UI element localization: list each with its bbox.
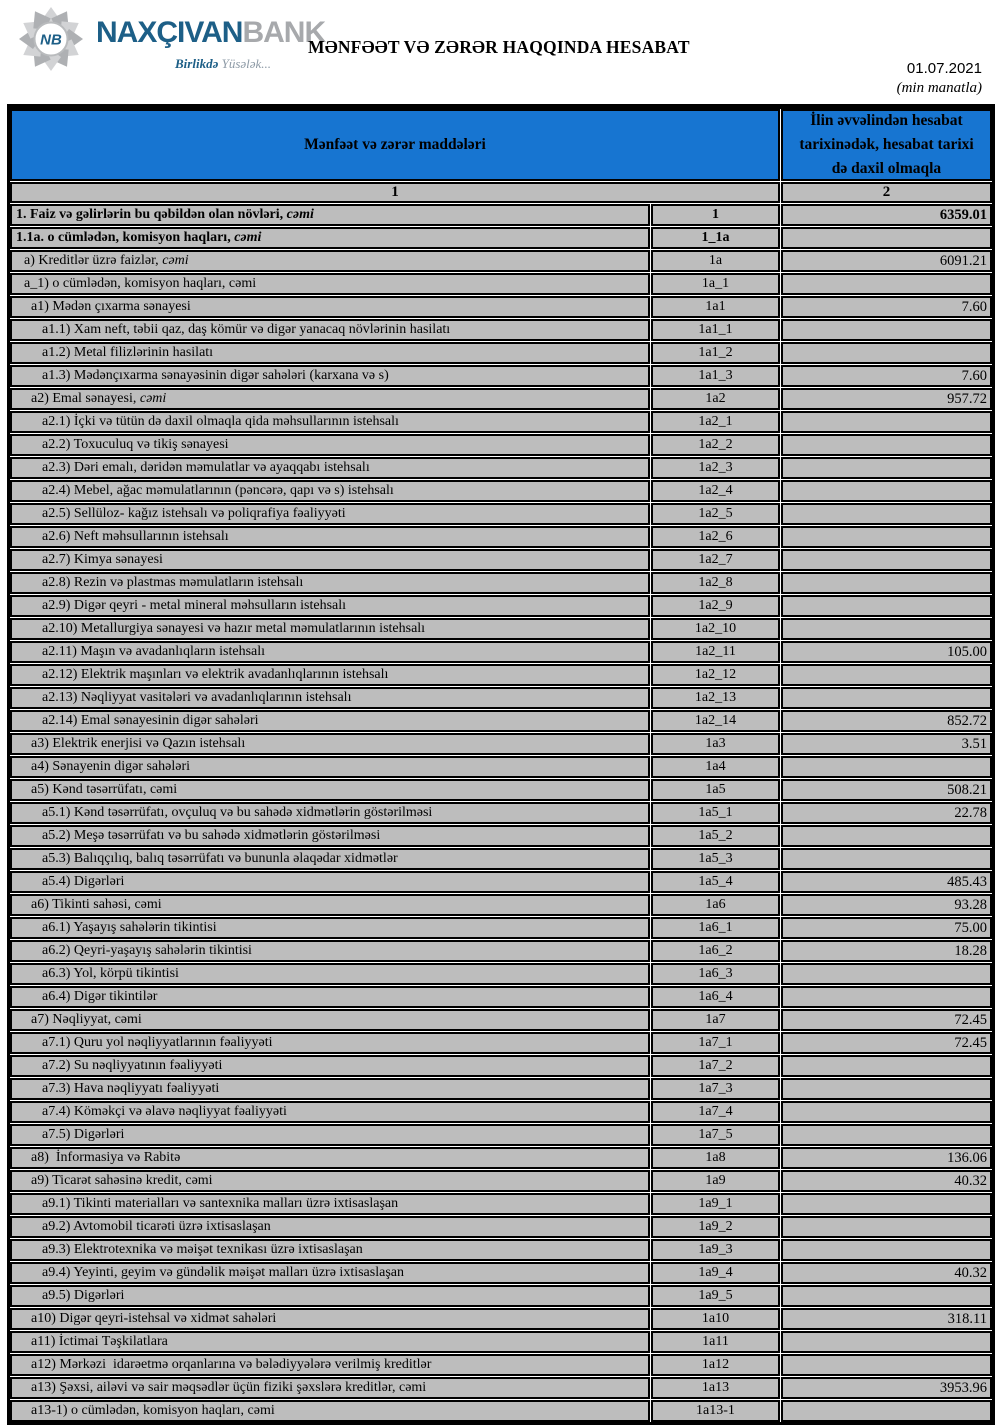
row-code-cell: 1a2_4	[651, 480, 780, 502]
row-code-cell: 1a9	[651, 1170, 780, 1192]
index-row-left: 1	[10, 182, 780, 203]
row-label: a7.2) Su nəqliyyatının fəaliyyəti	[42, 1058, 223, 1073]
row-code-cell: 1a5_1	[651, 802, 780, 824]
row-label: a2.3) Dəri emalı, dəridən məmulatlar və ayaqqabı istehsalı	[42, 460, 370, 475]
row-label-cell	[10, 1377, 650, 1399]
row-code-cell: 1a2_14	[651, 710, 780, 732]
row-label-cell	[10, 687, 650, 709]
row-value-cell	[781, 1239, 992, 1261]
row-code-cell: 1a9_5	[651, 1285, 780, 1307]
row-label-cell	[10, 595, 650, 617]
tagline-secondary: Yüsələk...	[221, 56, 272, 71]
row-label-cell	[10, 779, 650, 801]
row-code-cell: 1a5	[651, 779, 780, 801]
row-label: a6.2) Qeyri-yaşayış sahələrin tikintisi	[42, 943, 252, 958]
row-label-cell	[10, 963, 650, 985]
row-label-cell	[10, 618, 650, 640]
row-label-cell	[10, 1331, 650, 1353]
row-value-cell	[781, 1193, 992, 1215]
row-label: a2.7) Kimya sənayesi	[42, 552, 163, 567]
row-code-cell: 1a_1	[651, 273, 780, 295]
row-value-cell: 6359.01	[781, 204, 992, 226]
row-label: a9.1) Tikinti materialları və santexnika malları üzrə ixtisaslaşan	[42, 1196, 399, 1211]
row-label: a13-1) o cümlədən, komisyon haqları, cəmi	[31, 1403, 275, 1418]
row-label: a1) Mədən çıxarma sənayesi	[31, 299, 191, 314]
row-value-cell	[781, 848, 992, 870]
row-code-cell: 1a8	[651, 1147, 780, 1169]
row-value-cell	[781, 1216, 992, 1238]
row-label-cell	[10, 1009, 650, 1031]
row-label-cell	[10, 1285, 650, 1307]
row-code-cell: 1a6_3	[651, 963, 780, 985]
row-label: a5.4) Digərləri	[42, 874, 125, 889]
row-code-cell: 1a13-1	[651, 1400, 780, 1422]
row-label-cell	[10, 894, 650, 916]
row-label: a2.2) Toxuculuq və tikiş sənayesi	[42, 437, 229, 452]
row-value-cell: 508.21	[781, 779, 992, 801]
row-label-cell	[10, 503, 650, 525]
row-label: a5.3) Balıqçılıq, balıq təsərrüfatı və bununla əlaqədar xidmətlər	[42, 851, 398, 866]
row-code-cell: 1a2_13	[651, 687, 780, 709]
row-label-suffix: cəmi	[162, 253, 189, 268]
row-code-cell: 1	[651, 204, 780, 226]
row-code-cell: 1a1_2	[651, 342, 780, 364]
row-label-cell	[10, 434, 650, 456]
row-value-cell	[781, 457, 992, 479]
row-label: a13) Şəxsi, ailəvi və sair məqsədlər üçün fiziki şəxslərə kreditlər, cəmi	[31, 1380, 427, 1395]
row-value-cell	[781, 1078, 992, 1100]
row-value-cell: 18.28	[781, 940, 992, 962]
row-label-suffix: cəmi	[234, 230, 262, 245]
row-code-cell: 1a5_3	[651, 848, 780, 870]
row-label-cell	[10, 1262, 650, 1284]
row-label: a7) Nəqliyyat, cəmi	[31, 1012, 142, 1027]
row-code-cell: 1a2_2	[651, 434, 780, 456]
row-label-cell	[10, 1101, 650, 1123]
row-code-cell: 1a9_2	[651, 1216, 780, 1238]
row-value-cell: 40.32	[781, 1170, 992, 1192]
row-label: a2.1) İçki və tütün də daxil olmaqla qida məhsullarının istehsalı	[42, 414, 399, 429]
row-label-cell	[10, 986, 650, 1008]
row-label: a2.10) Metallurgiya sənayesi və hazır metal məmulatlarının istehsalı	[42, 621, 426, 636]
row-label: 1. Faiz və gəlirlərin bu qəbildən olan növləri,	[16, 207, 287, 222]
row-label: a2.9) Digər qeyri - metal mineral məhsulların istehsalı	[42, 598, 347, 613]
row-code-cell: 1a3	[651, 733, 780, 755]
row-value-cell	[781, 986, 992, 1008]
row-label: a2.11) Maşın və avadanlıqların istehsalı	[42, 644, 266, 659]
row-code-cell: 1a2_8	[651, 572, 780, 594]
row-label-cell	[10, 756, 650, 778]
row-code-cell: 1a11	[651, 1331, 780, 1353]
row-code-cell: 1a6_4	[651, 986, 780, 1008]
row-label-cell	[10, 227, 650, 249]
row-value-cell	[781, 549, 992, 571]
row-value-cell	[781, 664, 992, 686]
table-grid	[10, 109, 992, 1422]
row-value-cell: 40.32	[781, 1262, 992, 1284]
row-code-cell: 1a10	[651, 1308, 780, 1330]
row-label-cell	[10, 342, 650, 364]
row-label: a2.14) Emal sənayesinin digər sahələri	[42, 713, 259, 728]
row-code-cell: 1a	[651, 250, 780, 272]
row-value-cell: 136.06	[781, 1147, 992, 1169]
row-code-cell: 1a2_7	[651, 549, 780, 571]
tagline-primary: Birlikdə	[175, 56, 219, 71]
row-value-cell: 852.72	[781, 710, 992, 732]
row-label: a9.3) Elektrotexnika və məişət texnikası üzrə ixtisaslaşan	[42, 1242, 363, 1257]
row-label: a2.8) Rezin və plastmas məmulatların istehsalı	[42, 575, 304, 590]
row-value-cell	[781, 1400, 992, 1422]
row-code-cell: 1a2_9	[651, 595, 780, 617]
row-value-cell: 72.45	[781, 1009, 992, 1031]
row-value-cell	[781, 319, 992, 341]
row-value-cell: 318.11	[781, 1308, 992, 1330]
row-value-cell: 7.60	[781, 365, 992, 387]
row-label: a7.3) Hava nəqliyyatı fəaliyyəti	[42, 1081, 220, 1096]
row-label-cell	[10, 273, 650, 295]
row-value-cell	[781, 963, 992, 985]
row-code-cell: 1a7_3	[651, 1078, 780, 1100]
row-label: a) Kreditlər üzrə faizlər,	[24, 253, 163, 268]
row-label: a2) Emal sənayesi,	[31, 391, 140, 406]
logo-monogram: NB	[40, 31, 62, 49]
row-label-cell	[10, 411, 650, 433]
row-code-cell: 1_1a	[651, 227, 780, 249]
row-label-cell	[10, 250, 650, 272]
row-label-cell	[10, 204, 650, 226]
report-date: 01.07.2021	[906, 60, 982, 77]
row-code-cell: 1a4	[651, 756, 780, 778]
row-label-cell	[10, 710, 650, 732]
row-code-cell: 1a2_5	[651, 503, 780, 525]
row-label-cell	[10, 641, 650, 663]
row-label: a5.2) Meşə təsərrüfatı və bu sahədə xidmətlərin göstərilməsi	[42, 828, 381, 843]
row-label: a_1) o cümlədən, komisyon haqları, cəmi	[24, 276, 257, 291]
row-label: a9) Ticarət sahəsinə kredit, cəmi	[31, 1173, 213, 1188]
row-code-cell: 1a13	[651, 1377, 780, 1399]
row-code-cell: 1a5_4	[651, 871, 780, 893]
row-code-cell: 1a9_3	[651, 1239, 780, 1261]
row-label-cell	[10, 365, 650, 387]
row-code-cell: 1a2	[651, 388, 780, 410]
row-label-cell	[10, 526, 650, 548]
row-label-cell	[10, 1032, 650, 1054]
row-value-cell	[781, 503, 992, 525]
table-header-items: Mənfəət və zərər maddələri	[10, 109, 780, 181]
row-value-cell	[781, 411, 992, 433]
row-label: a1.2) Metal filizlərinin hasilatı	[42, 345, 214, 360]
index-row-right: 2	[781, 182, 992, 203]
row-code-cell: 1a7_4	[651, 1101, 780, 1123]
row-value-cell	[781, 273, 992, 295]
row-label: a6.4) Digər tikintilər	[42, 989, 158, 1004]
row-label-cell	[10, 917, 650, 939]
row-code-cell: 1a7_5	[651, 1124, 780, 1146]
row-label: a2.6) Neft məhsullarının istehsalı	[42, 529, 229, 544]
row-label-cell	[10, 319, 650, 341]
row-value-cell	[781, 227, 992, 249]
row-label: a10) Digər qeyri-istehsal və xidmət sahələri	[31, 1311, 277, 1326]
row-label: a2.5) Sellüloz- kağız istehsalı və poliqrafiya fəaliyyəti	[42, 506, 346, 521]
row-label-cell	[10, 1216, 650, 1238]
row-value-cell: 93.28	[781, 894, 992, 916]
row-label-cell	[10, 940, 650, 962]
report-title: MƏNFƏƏT VƏ ZƏRƏR HAQQINDA HESABAT	[308, 37, 690, 57]
row-label-cell	[10, 1354, 650, 1376]
bank-name-primary: NAXÇIVAN	[96, 16, 243, 49]
row-label-cell	[10, 871, 650, 893]
row-label: a4) Sənayenin digər sahələri	[31, 759, 190, 774]
row-label: a7.5) Digərləri	[42, 1127, 125, 1142]
row-value-cell	[781, 1354, 992, 1376]
profit-loss-table	[7, 104, 995, 1425]
row-label: a7.4) Köməkçi və əlavə nəqliyyat fəaliyyəti	[42, 1104, 287, 1119]
row-label: a2.12) Elektrik maşınları və elektrik avadanlıqlarının istehsalı	[42, 667, 389, 682]
row-value-cell: 3.51	[781, 733, 992, 755]
row-label: a7.1) Quru yol nəqliyyatlarının fəaliyyəti	[42, 1035, 273, 1050]
row-label: 1.1a. o cümlədən, komisyon haqları,	[16, 230, 235, 245]
row-label: a6.3) Yol, körpü tikintisi	[42, 966, 179, 981]
row-code-cell: 1a1_1	[651, 319, 780, 341]
row-label-cell	[10, 664, 650, 686]
row-label: a11) İctimai Təşkilatlara	[31, 1334, 168, 1349]
row-value-cell: 7.60	[781, 296, 992, 318]
row-label-cell	[10, 1400, 650, 1422]
row-label-cell	[10, 1308, 650, 1330]
bank-name	[96, 18, 325, 48]
row-label: a1.3) Mədənçıxarma sənayəsinin digər sahələri (karxana və s)	[42, 368, 389, 383]
row-label-suffix: cəmi	[139, 391, 167, 406]
row-label: a5.1) Kənd təsərrüfatı, ovçuluq və bu sahədə xidmətlərin göstərilməsi	[42, 805, 433, 820]
row-code-cell: 1a2_10	[651, 618, 780, 640]
row-value-cell	[781, 1331, 992, 1353]
row-value-cell: 6091.21	[781, 250, 992, 272]
row-value-cell: 3953.96	[781, 1377, 992, 1399]
row-value-cell	[781, 687, 992, 709]
row-value-cell	[781, 342, 992, 364]
gear-icon	[12, 6, 90, 72]
row-code-cell: 1a9_4	[651, 1262, 780, 1284]
row-value-cell: 957.72	[781, 388, 992, 410]
row-value-cell	[781, 572, 992, 594]
row-label: a5) Kənd təsərrüfatı, cəmi	[31, 782, 178, 797]
row-value-cell	[781, 480, 992, 502]
row-label: a6.1) Yaşayış sahələrin tikintisi	[42, 920, 217, 935]
row-label: a9.2) Avtomobil ticarəti üzrə ixtisaslaşan	[42, 1219, 271, 1234]
row-label-cell	[10, 1239, 650, 1261]
row-code-cell: 1a2_3	[651, 457, 780, 479]
row-code-cell: 1a2_1	[651, 411, 780, 433]
row-label-cell	[10, 1078, 650, 1100]
row-label-cell	[10, 549, 650, 571]
row-value-cell: 22.78	[781, 802, 992, 824]
row-label: a1.1) Xam neft, təbii qaz, daş kömür və digər yanacaq növlərinin hasilatı	[42, 322, 451, 337]
row-code-cell: 1a7_1	[651, 1032, 780, 1054]
row-code-cell: 1a6	[651, 894, 780, 916]
row-value-cell: 72.45	[781, 1032, 992, 1054]
row-label-cell	[10, 388, 650, 410]
row-label: a9.5) Digərləri	[42, 1288, 125, 1303]
row-label: a9.4) Yeyinti, geyim və gündəlik məişət malları üzrə ixtisaslaşan	[42, 1265, 404, 1280]
row-value-cell: 105.00	[781, 641, 992, 663]
bank-tagline	[175, 56, 271, 72]
row-value-cell	[781, 434, 992, 456]
row-value-cell	[781, 1285, 992, 1307]
row-label: a6) Tikinti sahəsi, cəmi	[31, 897, 162, 912]
row-label-cell	[10, 1170, 650, 1192]
row-label-cell	[10, 1193, 650, 1215]
row-label: a12) Mərkəzi idarəetmə orqanlarına və bələdiyyələrə verilmiş kreditlər	[31, 1357, 432, 1372]
row-label: a8) İnformasiya və Rabitə	[31, 1150, 181, 1165]
row-code-cell: 1a7_2	[651, 1055, 780, 1077]
row-label-cell	[10, 1147, 650, 1169]
row-code-cell: 1a2_12	[651, 664, 780, 686]
row-label-cell	[10, 572, 650, 594]
row-value-cell	[781, 1055, 992, 1077]
row-value-cell	[781, 526, 992, 548]
row-label-cell	[10, 825, 650, 847]
row-value-cell: 75.00	[781, 917, 992, 939]
row-label-suffix: cəmi	[286, 207, 314, 222]
row-code-cell: 1a2_6	[651, 526, 780, 548]
row-label-cell	[10, 1055, 650, 1077]
row-value-cell	[781, 1101, 992, 1123]
row-value-cell	[781, 618, 992, 640]
row-value-cell: 485.43	[781, 871, 992, 893]
row-value-cell	[781, 1124, 992, 1146]
row-code-cell: 1a6_2	[651, 940, 780, 962]
row-value-cell	[781, 825, 992, 847]
row-label-cell	[10, 457, 650, 479]
row-label-cell	[10, 480, 650, 502]
row-label-cell	[10, 733, 650, 755]
row-label: a2.13) Nəqliyyat vasitələri və avadanlıqlarının istehsalı	[42, 690, 352, 705]
row-code-cell: 1a2_11	[651, 641, 780, 663]
row-label-cell	[10, 848, 650, 870]
row-label: a3) Elektrik enerjisi və Qazın istehsalı	[31, 736, 246, 751]
unit-note: (min manatla)	[896, 80, 982, 96]
row-code-cell: 1a5_2	[651, 825, 780, 847]
row-code-cell: 1a9_1	[651, 1193, 780, 1215]
row-code-cell: 1a1_3	[651, 365, 780, 387]
row-code-cell: 1a6_1	[651, 917, 780, 939]
table-header-period: İlin əvvəlindən hesabat tarixinədək, hesabat tarixi də daxil olmaqla	[781, 109, 992, 181]
row-value-cell	[781, 756, 992, 778]
row-label-cell	[10, 1124, 650, 1146]
row-label-cell	[10, 296, 650, 318]
bank-logo	[12, 6, 325, 72]
row-code-cell: 1a12	[651, 1354, 780, 1376]
row-code-cell: 1a1	[651, 296, 780, 318]
row-label: a2.4) Mebel, ağac məmulatlarının (pəncərə, qapı və s) istehsalı	[42, 483, 394, 498]
row-value-cell	[781, 595, 992, 617]
row-code-cell: 1a7	[651, 1009, 780, 1031]
row-label-cell	[10, 802, 650, 824]
bank-name-secondary: BANK	[242, 16, 326, 49]
